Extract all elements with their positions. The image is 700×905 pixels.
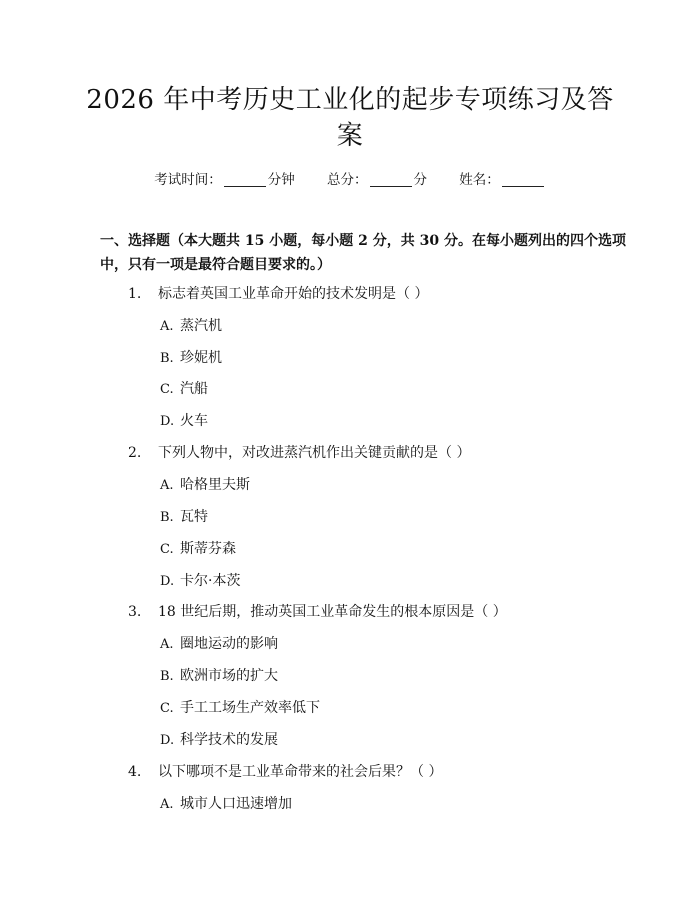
- option-text: 蒸汽机: [180, 318, 222, 334]
- option-2c: [160, 538, 236, 558]
- exam-time-field: [154, 172, 299, 188]
- option-text: 手工工场生产效率低下: [180, 700, 320, 716]
- option-letter: C.: [160, 542, 174, 557]
- title-line-2: 案: [336, 121, 364, 151]
- exam-time-blank: [224, 172, 266, 187]
- option-letter: D.: [160, 733, 175, 748]
- option-2a: [160, 474, 250, 494]
- option-3d: [160, 729, 278, 749]
- question-number: 4.: [128, 764, 142, 780]
- option-text: 圈地运动的影响: [180, 636, 278, 652]
- total-score-field: [327, 172, 431, 188]
- option-3c: [160, 697, 320, 717]
- name-blank: [502, 172, 544, 187]
- option-letter: A.: [160, 319, 174, 334]
- option-letter: A.: [160, 478, 174, 493]
- question-number: 1.: [128, 286, 142, 302]
- option-text: 哈格里夫斯: [180, 477, 250, 493]
- exam-time-label: 考试时间：: [154, 172, 222, 188]
- exam-time-unit: 分钟: [267, 172, 295, 188]
- option-letter: D.: [160, 574, 175, 589]
- option-letter: C.: [160, 701, 174, 716]
- option-letter: B.: [160, 351, 174, 366]
- name-field: [459, 172, 546, 188]
- name-label: 姓名：: [459, 172, 500, 188]
- question-2: [128, 442, 470, 462]
- section-heading: 一、选择题（本大题共 15 小题，每小题 2 分，共 30 分。在每小题列出的四个选项中，只有一项是最符合题目要求的。）: [100, 233, 626, 273]
- option-letter: C.: [160, 382, 174, 397]
- question-number: 3.: [128, 604, 142, 620]
- exam-info-line: [0, 168, 700, 188]
- option-text: 欧洲市场的扩大: [180, 668, 278, 684]
- option-1c: [160, 378, 208, 398]
- total-score-blank: [370, 172, 412, 187]
- option-text: 珍妮机: [180, 350, 222, 366]
- question-text: 以下哪项不是工业革命带来的社会后果？（ ）: [158, 764, 443, 780]
- option-2d: [160, 570, 240, 590]
- title-line-1: 2026 年中考历史工业化的起步专项练习及答: [86, 85, 614, 115]
- option-letter: D.: [160, 414, 175, 429]
- question-text: 下列人物中，对改进蒸汽机作出关键贡献的是（ ）: [158, 445, 471, 461]
- option-letter: A.: [160, 637, 174, 652]
- option-1b: [160, 347, 222, 367]
- question-number: 2.: [128, 445, 142, 461]
- total-score-unit: 分: [413, 172, 427, 188]
- option-3b: [160, 665, 278, 685]
- question-1: [128, 283, 428, 303]
- option-1d: [160, 410, 208, 430]
- option-text: 斯蒂芬森: [180, 541, 236, 557]
- option-letter: A.: [160, 797, 174, 812]
- question-4: [128, 761, 442, 781]
- option-text: 瓦特: [180, 509, 208, 525]
- option-2b: [160, 506, 208, 526]
- total-score-label: 总分：: [327, 172, 368, 188]
- option-text: 火车: [180, 413, 208, 429]
- option-text: 城市人口迅速增加: [180, 796, 292, 812]
- option-4a: [160, 793, 292, 813]
- option-text: 科学技术的发展: [180, 732, 278, 748]
- option-1a: [160, 315, 222, 335]
- option-3a: [160, 633, 278, 653]
- question-text: 标志着英国工业革命开始的技术发明是（ ）: [158, 286, 429, 302]
- option-text: 卡尔·本茨: [180, 573, 241, 589]
- option-letter: B.: [160, 510, 174, 525]
- page-title: [60, 82, 640, 154]
- question-text: 18 世纪后期，推动英国工业革命发生的根本原因是（ ）: [158, 604, 507, 620]
- question-3: [128, 601, 507, 621]
- option-letter: B.: [160, 669, 174, 684]
- option-text: 汽船: [180, 381, 208, 397]
